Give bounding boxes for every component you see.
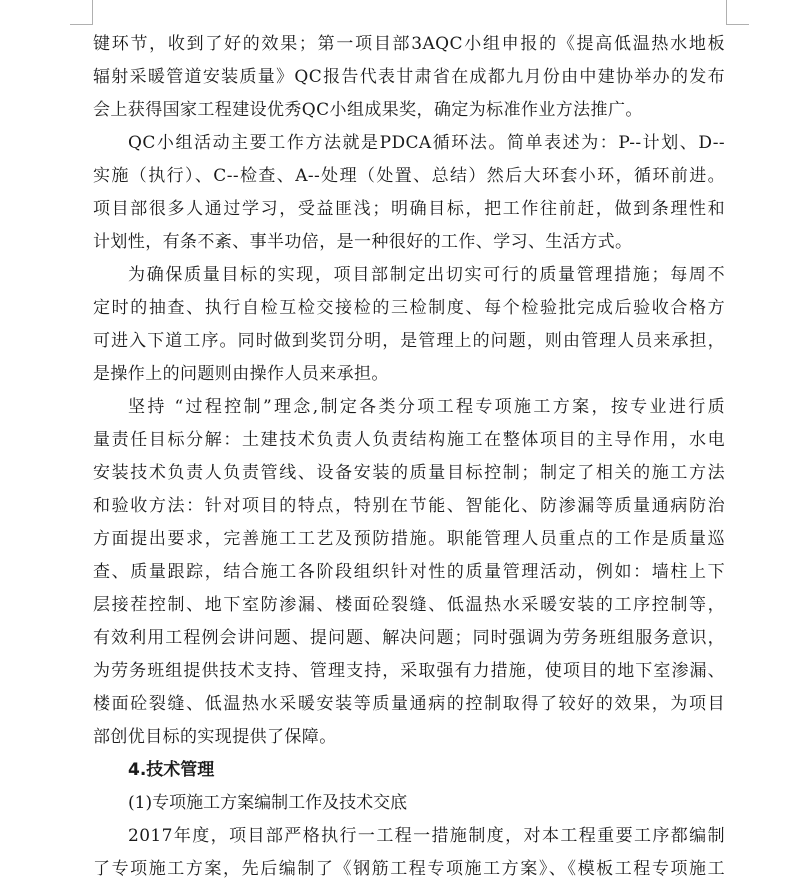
text-line: QC小组活动主要工作方法就是PDCA循环法。简单表述为：P--计划、D-- [128, 133, 725, 153]
text-line: 是操作上的问题则由操作人员来承担。 [93, 364, 389, 384]
text-line: 和验收方法：针对项目的特点，特别在节能、智能化、防渗漏等质量通病防治 [93, 496, 725, 516]
text-line: 辐射采暖管道安装质量》QC报告代表甘肃省在成都九月份由中建协举办的发布 [93, 67, 725, 87]
paragraph-pdca-method [93, 127, 725, 259]
paragraph-qc-award [93, 28, 725, 127]
text-line: 键环节，收到了好的效果；第一项目部3AQC小组申报的《提高低温热水地板 [93, 34, 725, 54]
text-line: 查、质量跟踪，结合施工各阶段组织针对性的质量管理活动，例如：墙柱上下 [93, 562, 725, 582]
text-line: 为劳务班组提供技术支持、管理支持，采取强有力措施，使项目的地下室渗漏、 [93, 661, 725, 681]
text-line: 安装技术负责人负责管线、设备安装的质量目标控制；制定了相关的施工方法 [93, 463, 725, 483]
text-line: 楼面砼裂缝、低温热水采暖安装等质量通病的控制取得了较好的效果，为项目 [93, 694, 725, 714]
paragraph-special-plans [93, 820, 725, 881]
text-line: 计划性，有条不紊、事半功倍，是一种很好的工作、学习、生活方式。 [93, 232, 633, 252]
text-line: 项目部很多人通过学习，受益匪浅；明确目标，把工作往前赶，做到条理性和 [93, 199, 725, 219]
text-line: 2017年度，项目部严格执行一工程一措施制度，对本工程重要工序都编制 [128, 826, 725, 846]
text-line: 为确保质量目标的实现，项目部制定出切实可行的质量管理措施；每周不 [128, 265, 725, 285]
paragraph-quality-measures [93, 259, 725, 391]
text-line: 量责任目标分解：土建技术负责人负责结构施工在整体项目的主导作用，水电 [93, 430, 725, 450]
text-line: 方面提出要求，完善施工工艺及预防措施。职能管理人员重点的工作是质量巡 [93, 529, 725, 549]
subsection-heading: (1)专项施工方案编制工作及技术交底 [128, 793, 408, 813]
text-line: 会上获得国家工程建设优秀QC小组成果奖，确定为标准作业方法推广。 [93, 100, 643, 120]
text-line: 层接茬控制、地下室防渗漏、楼面砼裂缝、低温热水采暖安装的工序控制等， [93, 595, 725, 615]
text-line: 有效利用工程例会讲问题、提问题、解决问题；同时强调为劳务班组服务意识， [93, 628, 725, 648]
paragraph-process-control [93, 391, 725, 754]
text-line: 了专项施工方案，先后编制了《钢筋工程专项施工方案》、《模板工程专项施工 [93, 859, 725, 879]
text-line: 可进入下道工序。同时做到奖罚分明，是管理上的问题，则由管理人员来承担， [93, 331, 725, 351]
text-line: 坚持 “过程控制”理念,制定各类分项工程专项施工方案，按专业进行质 [128, 397, 725, 417]
text-line: 实施（执行）、C--检查、A--处理（处置、总结）然后大环套小环，循环前进。 [93, 166, 725, 186]
section-heading: 4.技术管理 [128, 760, 215, 780]
page-margin-corner-left [70, 0, 93, 25]
text-line: 定时的抽查、执行自检互检交接检的三检制度、每个检验批完成后验收合格方 [93, 298, 725, 318]
page-margin-corner-right [726, 0, 749, 25]
text-line: 部创优目标的实现提供了保障。 [93, 727, 337, 747]
document-body [93, 28, 725, 881]
